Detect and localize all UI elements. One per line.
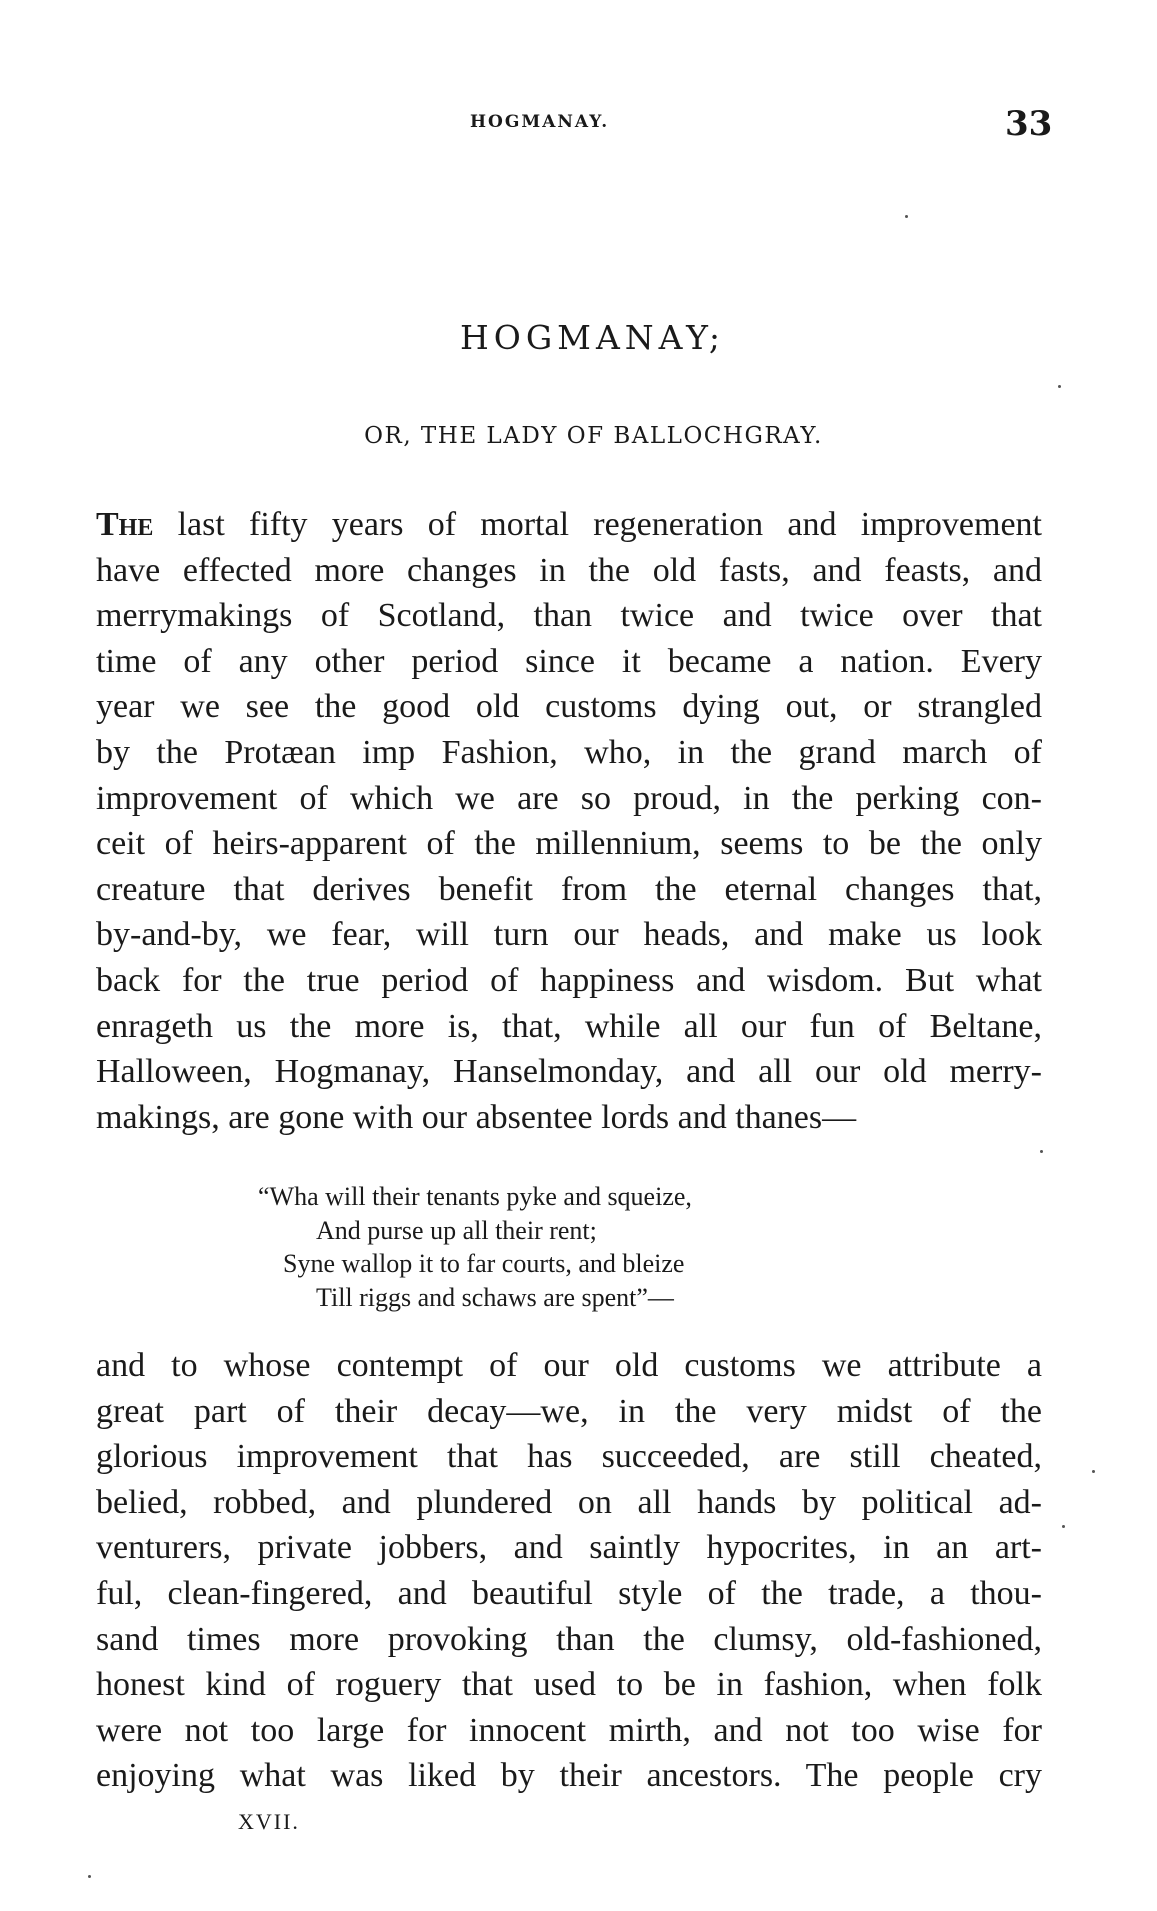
verse-line: Till riggs and schaws are spent”— [316,1282,674,1312]
paragraph-line: great part of their decay—we, in the very midst of the [96,1392,1042,1430]
signature-mark: XVII. [238,1809,300,1834]
paragraph-line: and to whose contempt of our old customs we attribute a [96,1347,1042,1384]
paragraph-line: were not too large for innocent mirth, and not too wise for [96,1711,1042,1749]
paragraph-line: belied, robbed, and plundered on all hands by political ad- [96,1483,1042,1521]
verse-line: And purse up all their rent; [316,1215,597,1245]
paragraph-line: ful, clean-fingered, and beautiful style of the trade, a thou- [96,1574,1042,1612]
paragraph-line: back for the true period of happiness and wisdom. But what [96,961,1042,999]
paragraph-line: have effected more changes in the old fasts, and feasts, and [96,551,1042,589]
paragraph-line: by the Protæan imp Fashion, who, in the grand march of [96,733,1042,771]
paragraph-line: Halloween, Hogmanay, Hanselmonday, and all our old merry- [96,1053,1042,1091]
paragraph-line: merrymakings of Scotland, than twice and twice over that [96,597,1042,635]
chapter-title: HOGMANAY; [459,318,725,357]
paper-speck [1058,385,1061,388]
paragraph-line: time of any other period since it became a nation. Every [96,642,1042,680]
paragraph-line: ceit of heirs-apparent of the millennium, seems to be the only [96,825,1042,863]
paragraph-line: honest kind of roguery that used to be in fashion, when folk [96,1666,1042,1704]
paragraph-line: sand times more provoking than the clumsy, old-fashioned, [96,1620,1042,1658]
line-text: last fifty years of mortal regeneration and improvement [153,506,1042,543]
paragraph-line: enjoying what was liked by their ancestors. The people cry [96,1757,1042,1795]
paragraph-line: venturers, private jobbers, and saintly hypocrites, in an art- [96,1529,1042,1567]
paragraph-line: creature that derives benefit from the eternal changes that, [96,870,1042,908]
paragraph-line: by-and-by, we fear, will turn our heads, and make us look [96,916,1042,954]
drop-word: The [96,506,154,543]
paper-speck [1092,1470,1095,1473]
paper-speck [88,1875,91,1878]
paper-speck [1040,1150,1043,1153]
running-head: HOGMANAY. [470,112,610,132]
paragraph-line: enrageth us the more is, that, while all our fun of Beltane, [96,1007,1042,1045]
paper-speck [905,215,908,218]
page-number: 33 [1005,104,1053,144]
verse-line: “Wha will their tenants pyke and squeize, [258,1182,692,1211]
continuation-paragraph [96,1343,1042,1799]
paragraph-line: glorious improvement that has succeeded, are still cheated, [96,1438,1042,1476]
verse-quotation [258,1180,692,1314]
paragraph-line [96,502,1042,548]
paper-speck [1062,1525,1065,1528]
paragraph-line: year we see the good old customs dying out, or strangled [96,688,1042,726]
chapter-subtitle: OR, THE LADY OF BALLOCHGRAY. [364,423,823,449]
verse-line: Syne wallop it to far courts, and bleize [283,1249,685,1278]
paragraph-line: improvement of which we are so proud, in the perking con- [96,779,1042,817]
paragraph-line: makings, are gone with our absentee lords and thanes— [96,1098,857,1136]
opening-paragraph [96,502,1042,1140]
